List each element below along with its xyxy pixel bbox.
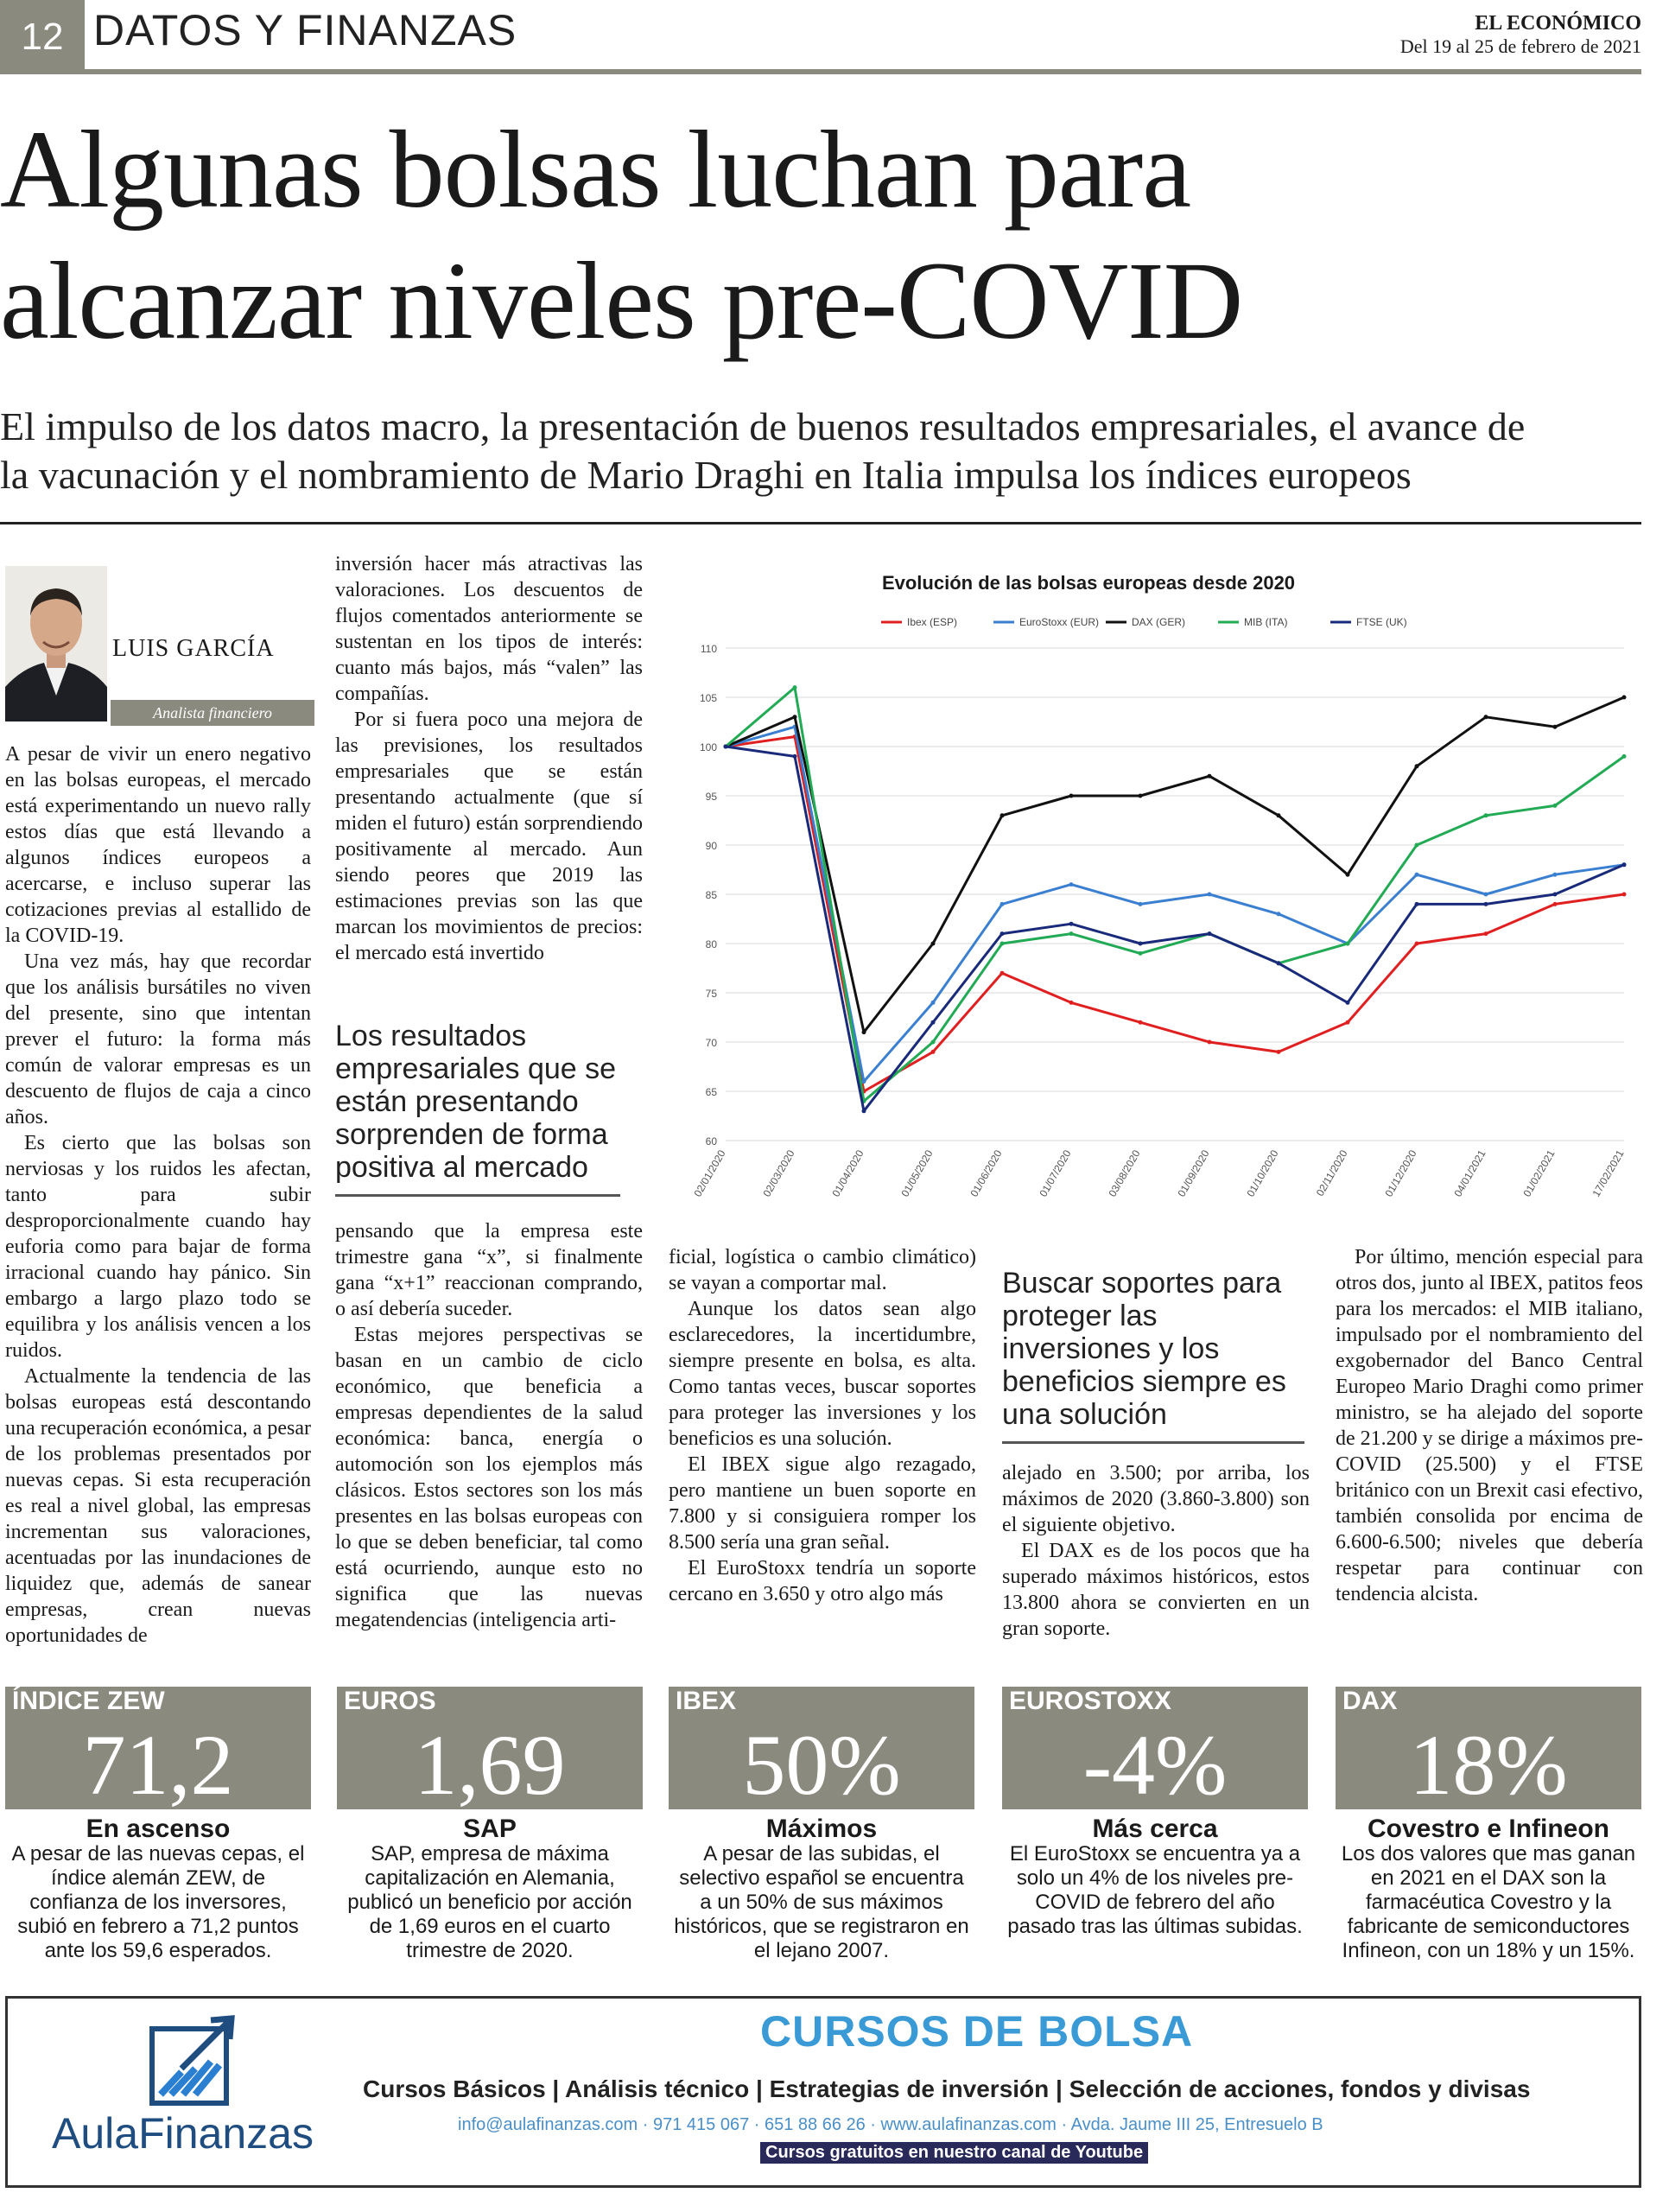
y-tick-label: 85 bbox=[705, 889, 717, 901]
x-tick-label: 01/02/2021 bbox=[1520, 1147, 1558, 1199]
paragraph: Actualmente la tendencia de las bolsas europeas está descontando una recuperación económica, a pesar de los problemas presentados por nuevas cepas. Si esta recuperación es real a nivel global, las empresas incrementan sus valoraciones, acentuadas por las inundaciones de liquidez que, además de sanear empresas, crean nuevas oportunidades de bbox=[5, 1365, 311, 1647]
x-tick-label: 01/10/2020 bbox=[1244, 1147, 1281, 1199]
paragraph: ficial, logística o cambio climático) se vayan a comportar mal. bbox=[669, 1246, 976, 1294]
data-point bbox=[1484, 813, 1488, 817]
data-point bbox=[931, 1050, 936, 1054]
ad-contact: info@aulafinanzas.com · 971 415 067 · 651 88 66 26 · www.aulafinanzas.com · Avda. Jaume III 25, Entresuelo B bbox=[458, 2115, 1323, 2134]
data-point bbox=[1484, 893, 1488, 897]
data-point bbox=[1000, 942, 1005, 946]
x-tick-label: 01/09/2020 bbox=[1175, 1147, 1212, 1199]
data-point bbox=[1346, 1001, 1350, 1005]
data-point bbox=[1208, 893, 1212, 897]
stat-value: 18% bbox=[1409, 1717, 1568, 1813]
data-point bbox=[1346, 873, 1350, 877]
data-point bbox=[862, 1109, 866, 1113]
data-point bbox=[1277, 1050, 1281, 1054]
article-column-3 bbox=[669, 1244, 976, 1607]
ad-courses: Cursos Básicos | Análisis técnico | Estrategias de inversión | Selección de acciones, fondos y divisas bbox=[363, 2075, 1531, 2102]
data-point bbox=[1553, 893, 1558, 897]
stat-text: A pesar de las subidas, el selectivo español se encuentra a un 50% de sus máximos históricos, que se registraron en el lejano 2007. bbox=[674, 1842, 969, 1962]
y-tick-label: 90 bbox=[705, 840, 717, 852]
section-title: DATOS Y FINANZAS bbox=[93, 6, 517, 54]
data-point bbox=[1069, 922, 1074, 926]
stat-value: 71,2 bbox=[82, 1717, 234, 1813]
data-point bbox=[1622, 754, 1627, 759]
data-point bbox=[1346, 942, 1350, 946]
paragraph: Por si fuera poco una mejora de las previsiones, los resultados empresariales que se están presentando actualmente (que sí miden el futuro) están sorprendiendo positivamente al mercado. Aun siendo peores que 2019 las estimaciones previas son las que marcan los movimientos de precios: el mercado está invertido bbox=[335, 709, 643, 964]
stat-title: Más cerca bbox=[1092, 1815, 1218, 1843]
stat-value: 1,69 bbox=[414, 1717, 566, 1813]
x-tick-label: 02/11/2020 bbox=[1313, 1147, 1350, 1198]
data-point bbox=[1000, 902, 1005, 906]
paragraph: alejado en 3.500; por arriba, los máximos de 2020 (3.860-3.800) son el siguiente objetivo. bbox=[1002, 1462, 1310, 1536]
page-number: 12 bbox=[0, 0, 85, 74]
data-point bbox=[1139, 942, 1143, 946]
section-rule bbox=[0, 522, 1641, 524]
article-column-2-top bbox=[335, 551, 643, 966]
data-point bbox=[1553, 804, 1558, 808]
stat-title: Covestro e Infineon bbox=[1367, 1815, 1610, 1843]
article-column-1 bbox=[5, 741, 311, 1649]
subhead-line: El impulso de los datos macro, la presentación de buenos resultados empresariales, el avance de bbox=[0, 404, 1526, 448]
paragraph: El DAX es de los pocos que ha superado máximos históricos, estos 13.800 ahora se convierten en un gran soporte. bbox=[1002, 1540, 1310, 1640]
x-tick-label: 02/01/2020 bbox=[691, 1147, 728, 1199]
headline-line: Algunas bolsas luchan para bbox=[0, 108, 1191, 231]
data-point bbox=[1208, 1040, 1212, 1045]
x-tick-label: 17/02/2021 bbox=[1590, 1147, 1627, 1199]
y-tick-label: 80 bbox=[705, 938, 717, 950]
data-point bbox=[1622, 696, 1627, 700]
paragraph: Por último, mención especial para otros dos, junto al IBEX, patitos feos para los mercados: el MIB italiano, impulsado por el nombramiento del exgobernador del Banco Central Europeo Mario Draghi como primer ministro, se ha alejado del soporte de 21.200 y se dirige a máximos pre-COVID (25.500) y el FTSE británico con un Brexit casi efectivo, también consolida por encima de 6.600-6.500; niveles que debería respetar para continuar con tendencia alcista. bbox=[1336, 1246, 1643, 1605]
data-point bbox=[1553, 873, 1558, 877]
y-tick-label: 110 bbox=[700, 643, 717, 655]
data-point bbox=[1000, 931, 1005, 936]
author-role: Analista financiero bbox=[153, 704, 272, 721]
data-point bbox=[1415, 843, 1419, 848]
data-point bbox=[1069, 931, 1074, 936]
data-point bbox=[1208, 774, 1212, 779]
data-point bbox=[1484, 931, 1488, 936]
data-point bbox=[1000, 971, 1005, 976]
header-rule bbox=[0, 69, 1641, 74]
y-tick-label: 105 bbox=[699, 692, 717, 704]
chart-title: Evolución de las bolsas europeas desde 2020 bbox=[881, 572, 1296, 594]
stat-title: Máximos bbox=[765, 1815, 878, 1843]
data-point bbox=[793, 685, 797, 690]
paragraph: El EuroStoxx tendría un soporte cercano en 3.650 y otro algo más bbox=[669, 1557, 976, 1605]
series-line bbox=[726, 747, 1624, 1111]
data-point bbox=[1277, 912, 1281, 916]
data-point bbox=[931, 1040, 936, 1045]
paragraph: inversión hacer más atractivas las valoraciones. Los descuentos de flujos comentados anteriormente se sustentan en los tipos de interés: cuanto más bajos, más “valen” las compañías. bbox=[335, 553, 643, 705]
data-point bbox=[1415, 902, 1419, 906]
series-line bbox=[726, 737, 1624, 1091]
data-point bbox=[1069, 882, 1074, 887]
stat-title: SAP bbox=[463, 1815, 517, 1843]
x-tick-label: 03/08/2020 bbox=[1106, 1147, 1143, 1199]
paragraph: pensando que la empresa este trimestre gana “x”, si finalmente gana “x+1” reaccionan comprando, o así debería suceder. bbox=[335, 1220, 643, 1320]
chart-plot bbox=[674, 596, 1641, 1218]
data-point bbox=[1622, 862, 1627, 867]
x-tick-label: 01/04/2020 bbox=[829, 1147, 866, 1199]
stat-value: 50% bbox=[742, 1717, 901, 1813]
data-point bbox=[1069, 794, 1074, 798]
legend-label: DAX (GER) bbox=[1132, 616, 1186, 628]
x-tick-label: 02/03/2020 bbox=[760, 1147, 797, 1199]
stat-label: EUROSTOXX bbox=[1009, 1687, 1171, 1715]
legend-label: MIB (ITA) bbox=[1244, 616, 1288, 628]
data-point bbox=[1553, 725, 1558, 729]
x-tick-label: 01/12/2020 bbox=[1382, 1147, 1419, 1199]
data-point bbox=[1139, 951, 1143, 956]
stat-text: El EuroStoxx se encuentra ya a solo un 4% de los niveles pre-COVID de febrero del año pasado tras las últimas subidas. bbox=[1007, 1842, 1303, 1938]
paper-name: EL ECONÓMICO bbox=[1475, 12, 1641, 35]
rising-arrow-icon bbox=[147, 2012, 242, 2107]
data-point bbox=[862, 1079, 866, 1084]
stat-text: Los dos valores que mas ganan en 2021 en el DAX son la farmacéutica Covestro y la fabricante de semiconductores Infineon, con un 18% y un 15%. bbox=[1341, 1842, 1636, 1962]
ad-logo: AulaFinanzas bbox=[52, 2109, 314, 2158]
data-point bbox=[1346, 1020, 1350, 1025]
data-point bbox=[1415, 764, 1419, 768]
issue-date: Del 19 al 25 de febrero de 2021 bbox=[1399, 35, 1641, 57]
data-point bbox=[1139, 902, 1143, 906]
x-tick-label: 04/01/2021 bbox=[1451, 1147, 1488, 1199]
data-point bbox=[1415, 873, 1419, 877]
data-point bbox=[1415, 942, 1419, 946]
y-tick-label: 100 bbox=[699, 741, 717, 753]
x-tick-label: 01/07/2020 bbox=[1037, 1147, 1074, 1199]
stat-label: DAX bbox=[1342, 1687, 1398, 1715]
data-point bbox=[1000, 813, 1005, 817]
pull-quote: Los resultados empresariales que se están presentando sorprenden de forma positiva al mercado bbox=[335, 1020, 620, 1197]
series-line bbox=[726, 697, 1624, 1033]
stat-label: IBEX bbox=[676, 1687, 737, 1715]
legend-label: EuroStoxx (EUR) bbox=[1019, 616, 1100, 628]
headline-line: alcanzar niveles pre-COVID bbox=[0, 239, 1243, 362]
paper-masthead bbox=[1400, 12, 1641, 58]
article-column-2-bottom bbox=[335, 1218, 643, 1633]
legend-label: FTSE (UK) bbox=[1356, 616, 1407, 628]
data-point bbox=[793, 715, 797, 719]
article-column-5 bbox=[1336, 1244, 1643, 1607]
data-point bbox=[931, 1020, 936, 1025]
stat-value: -4% bbox=[1082, 1717, 1228, 1813]
stat-title: En ascenso bbox=[86, 1815, 231, 1843]
headline bbox=[0, 104, 1641, 366]
data-point bbox=[1553, 902, 1558, 906]
data-point bbox=[931, 1001, 936, 1005]
data-point bbox=[724, 745, 728, 749]
stat-text: A pesar de las nuevas cepas, el índice alemán ZEW, de confianza de los inversores, subió en febrero a 71,2 puntos ante los 59,6 esperados. bbox=[11, 1842, 305, 1962]
data-point bbox=[1139, 794, 1143, 798]
legend-label: Ibex (ESP) bbox=[907, 616, 958, 628]
data-point bbox=[1484, 715, 1488, 719]
data-point bbox=[1069, 1001, 1074, 1005]
stat-label: ÍNDICE ZEW bbox=[12, 1687, 165, 1715]
pull-quote: Buscar soportes para proteger las inversiones y los beneficios siempre es una solución bbox=[1002, 1267, 1304, 1444]
x-tick-label: 01/06/2020 bbox=[968, 1147, 1005, 1199]
stat-label: EUROS bbox=[344, 1687, 436, 1715]
subhead-line: la vacunación y el nombramiento de Mario Draghi en Italia impulsa los índices europeos bbox=[0, 453, 1412, 497]
data-point bbox=[1139, 1020, 1143, 1025]
y-tick-label: 95 bbox=[705, 791, 717, 803]
y-tick-label: 75 bbox=[705, 988, 717, 1000]
paragraph: A pesar de vivir un enero negativo en las bolsas europeas, el mercado está experimentando un nuevo rally estos días que está llevando a algunos índices europeos a acercarse, e incluso superar las cotizaciones previas al estallido de la COVID-19. bbox=[5, 743, 311, 947]
author-name: LUIS GARCÍA bbox=[112, 635, 275, 662]
y-tick-label: 70 bbox=[705, 1037, 717, 1049]
data-point bbox=[1277, 813, 1281, 817]
paragraph: Una vez más, hay que recordar que los análisis bursátiles no viven del presente, sino que intentan prever el futuro: la forma más común de valorar empresas es un descuento de flujos de caja a cinco años. bbox=[5, 950, 311, 1128]
data-point bbox=[793, 754, 797, 759]
article-column-4 bbox=[1002, 1460, 1310, 1642]
y-tick-label: 60 bbox=[705, 1135, 717, 1147]
data-point bbox=[1208, 931, 1212, 936]
data-point bbox=[862, 1030, 866, 1034]
stat-text: SAP, empresa de máxima capitalización en Alemania, publicó un beneficio por acción de 1,69 euros en el cuarto trimestre de 2020. bbox=[347, 1842, 632, 1962]
data-point bbox=[1484, 902, 1488, 906]
y-tick-label: 65 bbox=[705, 1086, 717, 1098]
ad-youtube-link[interactable]: Cursos gratuitos en nuestro canal de Youtube bbox=[760, 2142, 1148, 2164]
data-point bbox=[1277, 961, 1281, 965]
paragraph: Estas mejores perspectivas se basan en un cambio de ciclo económico, que beneficia a empresas dependientes de la salud económica: banca, energía o automoción son los ejemplos más clásicos. Estos sectores son los más presentes en las bolsas europeas con lo que se deben beneficiar, tal como está ocurriendo, aunque esto no significa que las nuevas megatendencias (inteligencia arti- bbox=[335, 1324, 643, 1631]
paragraph: El IBEX sigue algo rezagado, pero mantiene un buen soporte en 7.800 y si consiguiera romper los 8.500 sería una gran señal. bbox=[669, 1453, 976, 1554]
subheadline bbox=[0, 403, 1641, 499]
paragraph: Es cierto que las bolsas son nerviosas y los ruidos les afectan, tanto para subir desproporcionalmente cuando hay euforia como para bajar de forma irracional cuando hay pánico. Sin embargo a largo plazo todo se equilibra y los análisis vencen a los ruidos. bbox=[5, 1132, 311, 1362]
author-photo-avatar bbox=[5, 566, 107, 721]
x-tick-label: 01/05/2020 bbox=[898, 1147, 936, 1199]
ad-title: CURSOS DE BOLSA bbox=[760, 2007, 1194, 2056]
data-point bbox=[931, 942, 936, 946]
data-point bbox=[1622, 893, 1627, 897]
paragraph: Aunque los datos sean algo esclarecedores, la incertidumbre, siempre presente en bolsa, es alta. Como tantas veces, buscar soportes para proteger las inversiones y los beneficios es una solución. bbox=[669, 1298, 976, 1450]
